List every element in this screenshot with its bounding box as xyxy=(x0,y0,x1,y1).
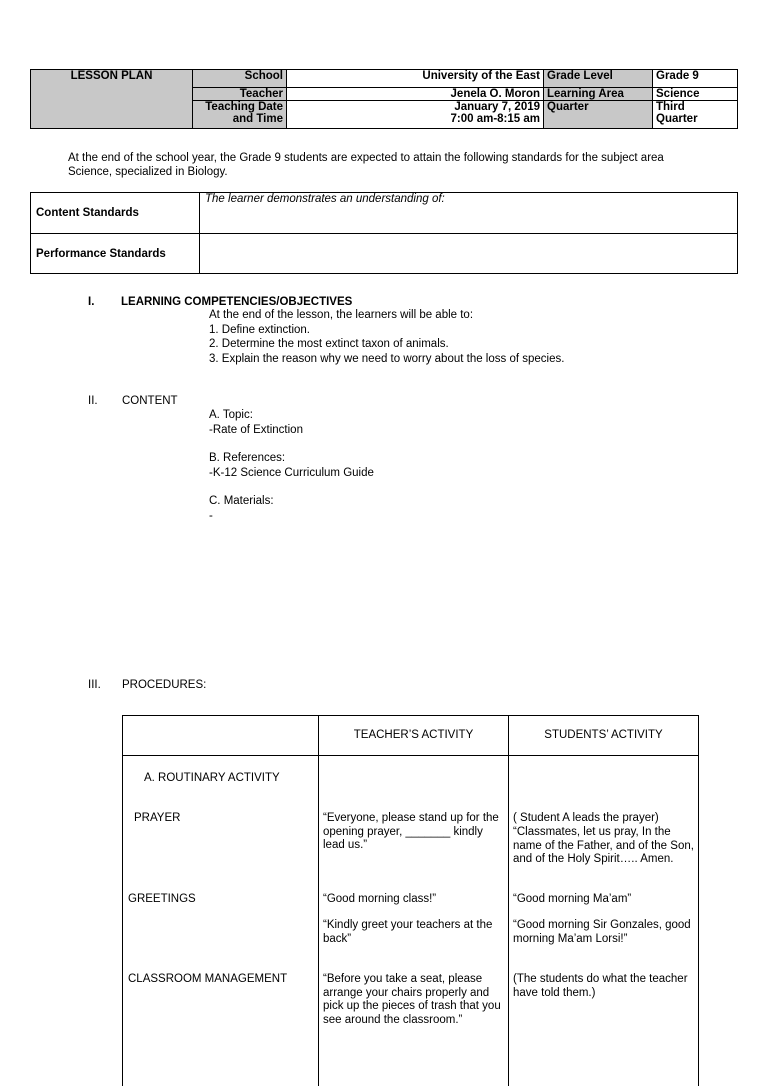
greetings-label: GREETINGS xyxy=(128,893,196,907)
procedure-step-column xyxy=(123,756,319,1086)
classroom-management-label: CLASSROOM MANAGEMENT xyxy=(128,973,287,987)
intro-line2: Science, specialized in Biology. xyxy=(68,165,728,179)
procedures-table xyxy=(122,715,699,1086)
references-label: B. References: xyxy=(209,451,609,466)
objective-item: 3. Explain the reason why we need to worry about the loss of species. xyxy=(209,352,709,367)
section1-body xyxy=(209,308,709,366)
topic-label: A. Topic: xyxy=(209,408,609,423)
quarter-label: Quarter xyxy=(544,101,653,129)
date-value-line2: 7:00 am-8:15 am xyxy=(290,113,540,125)
quarter-value-line1: Third xyxy=(656,101,734,113)
prayer-students-text-1: ( Student A leads the prayer) xyxy=(513,812,696,826)
learning-area-label: Learning Area xyxy=(544,88,653,101)
performance-standards-label: Performance Standards xyxy=(31,234,200,274)
mgmt-students-text: (The students do what the teacher have told them.) xyxy=(513,973,696,1000)
materials-label: C. Materials: xyxy=(209,494,609,509)
standards-table xyxy=(30,192,738,274)
teaching-date-value xyxy=(287,101,544,129)
objective-item: 2. Determine the most extinct taxon of animals. xyxy=(209,337,709,352)
date-label-line2: and Time xyxy=(196,113,283,125)
section1-title: LEARNING COMPETENCIES/OBJECTIVES xyxy=(121,296,352,308)
section2-number: II. xyxy=(88,395,98,407)
teaching-date-label xyxy=(193,101,287,129)
content-standards-label: Content Standards xyxy=(31,193,200,234)
grade-level-value: Grade 9 xyxy=(653,70,738,88)
greet-teacher-text-2: “Kindly greet your teachers at the back” xyxy=(323,919,501,946)
section1-number: I. xyxy=(88,296,94,308)
prayer-label: PRAYER xyxy=(134,812,180,826)
objective-item: 1. Define extinction. xyxy=(209,323,709,338)
teacher-activity-column xyxy=(319,756,509,1086)
school-value: University of the East xyxy=(287,70,544,88)
school-label: School xyxy=(193,70,287,88)
prayer-teacher-text: “Everyone, please stand up for the opening prayer, _______ kindly lead us.” xyxy=(323,812,501,853)
section2-title: CONTENT xyxy=(122,395,178,407)
teacher-value: Jenela O. Moron xyxy=(287,88,544,101)
content-standards-value: The learner demonstrates an understanding of: xyxy=(200,193,738,234)
prayer-students-text-2: “Classmates, let us pray, In the name of the Father, and of the Son, and of the Holy Spirit….. Amen. xyxy=(513,826,696,867)
students-activity-header: STUDENTS’ ACTIVITY xyxy=(509,716,699,756)
intro-paragraph xyxy=(68,151,728,179)
date-label-line1: Teaching Date xyxy=(196,101,283,113)
materials-value: - xyxy=(209,509,609,524)
objectives-lead: At the end of the lesson, the learners will be able to: xyxy=(209,308,709,323)
students-activity-column xyxy=(509,756,699,1086)
lesson-plan-header-table xyxy=(30,69,738,129)
section3-number: III. xyxy=(88,679,101,691)
greet-students-text-2: “Good morning Sir Gonzales, good morning Ma’am Lorsi!” xyxy=(513,919,696,946)
topic-value: -Rate of Extinction xyxy=(209,423,609,438)
teacher-label: Teacher xyxy=(193,88,287,101)
teachers-activity-header: TEACHER’S ACTIVITY xyxy=(319,716,509,756)
procedures-blank-header xyxy=(123,716,319,756)
quarter-value xyxy=(653,101,738,129)
intro-line1: At the end of the school year, the Grade 9 students are expected to attain the following standards for the subject area xyxy=(68,151,728,165)
section2-body xyxy=(209,408,609,523)
references-value: -K-12 Science Curriculum Guide xyxy=(209,466,609,481)
mgmt-teacher-text: “Before you take a seat, please arrange your chairs properly and pick up the pieces of trash that you see around the classroom.” xyxy=(323,973,501,1027)
routinary-activity-label: A. ROUTINARY ACTIVITY xyxy=(144,772,280,786)
greet-teacher-text-1: “Good morning class!” xyxy=(323,893,501,907)
learning-area-value: Science xyxy=(653,88,738,101)
section3-title: PROCEDURES: xyxy=(122,679,206,691)
quarter-value-line2: Quarter xyxy=(656,113,734,125)
grade-level-label: Grade Level xyxy=(544,70,653,88)
greet-students-text-1: “Good morning Ma’am” xyxy=(513,893,696,907)
performance-standards-value xyxy=(200,234,738,274)
lesson-plan-title: LESSON PLAN xyxy=(31,70,193,129)
date-value-line1: January 7, 2019 xyxy=(290,101,540,113)
